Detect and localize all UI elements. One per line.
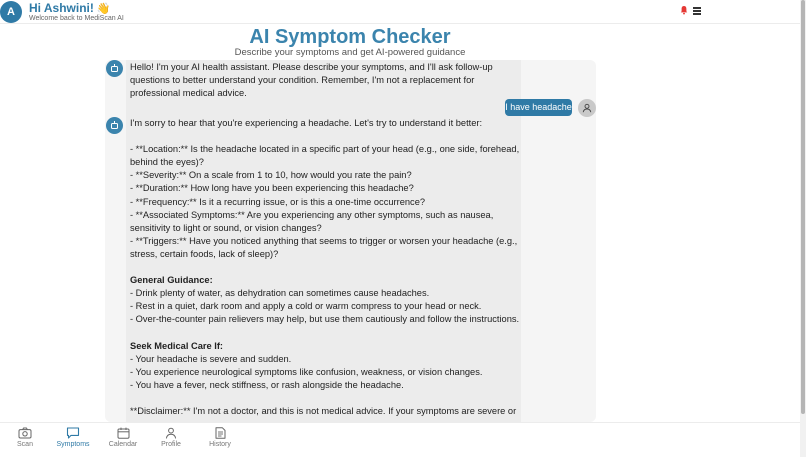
assistant-message — [130, 117, 525, 418]
page-subtitle: Describe your symptoms and get AI-powered guidance — [234, 47, 466, 58]
message-line: stress, certain foods, lack of sleep)? — [130, 248, 279, 259]
message-line: sensitivity to light or sound, or vision changes? — [130, 222, 322, 233]
menu-icon[interactable] — [693, 7, 701, 14]
message-line: - Your headache is severe and sudden. — [130, 353, 292, 364]
message-line: - You experience neurological symptoms like confusion, weakness, or vision changes. — [130, 366, 483, 377]
scrollbar-thumb[interactable] — [801, 0, 805, 414]
calendar-icon — [117, 427, 130, 439]
assistant-robot-icon — [106, 60, 123, 77]
message-line: - **Triggers:** Have you noticed anything that seems to trigger or worsen your headache (e.g., — [130, 235, 518, 246]
welcome-subtitle: Welcome back to MediScan AI — [29, 15, 124, 22]
user-message-bubble: I have headache — [505, 99, 572, 116]
message-line: - You have a fever, neck stiffness, or rash alongside the headache. — [130, 379, 404, 390]
document-icon — [215, 427, 226, 439]
page-title: AI Symptom Checker — [249, 26, 451, 48]
message-intro: I'm sorry to hear that you're experiencing a headache. Let's try to understand it better: — [130, 118, 483, 128]
message-line: - Over-the-counter pain relievers may help, but use them cautiously and follow the instructions. — [130, 314, 520, 325]
message-line: Hello! I'm your AI health assistant. Please describe your symptoms, and I'll ask follow-up — [130, 62, 493, 72]
user-avatar[interactable]: A — [0, 1, 22, 23]
nav-item-calendar[interactable] — [101, 427, 145, 455]
profile-icon — [165, 427, 177, 439]
top-header — [0, 0, 800, 24]
assistant-message — [130, 61, 525, 100]
message-line: - Drink plenty of water, as dehydration can sometimes cause headaches. — [130, 288, 430, 299]
message-line: - **Severity:** On a scale from 1 to 10, how would you rate the pain? — [130, 170, 412, 181]
camera-icon — [18, 427, 32, 439]
message-line: - **Associated Symptoms:** Are you experiencing any other symptoms, such as nausea, — [130, 209, 494, 220]
nav-item-history[interactable] — [198, 427, 242, 455]
nav-label: Profile — [161, 441, 181, 448]
chat-icon — [66, 427, 80, 439]
guidance-heading: General Guidance: — [130, 275, 213, 286]
nav-item-profile[interactable] — [149, 427, 193, 455]
nav-item-scan[interactable] — [3, 427, 47, 455]
nav-label: Scan — [17, 441, 33, 448]
message-line: - **Frequency:** Is it a recurring issue, or is this a one-time occurrence? — [130, 196, 426, 207]
user-person-icon — [578, 99, 596, 117]
message-line: - **Duration:** How long have you been experiencing this headache? — [130, 183, 414, 194]
notification-bell-icon[interactable] — [680, 5, 688, 15]
nav-label: History — [209, 441, 231, 448]
nav-item-symptoms[interactable] — [51, 427, 95, 455]
assistant-robot-icon — [106, 117, 123, 134]
care-heading: Seek Medical Care If: — [130, 340, 224, 351]
disclaimer-line: **Disclaimer:** I'm not a doctor, and this is not medical advice. If your symptoms are severe or — [130, 406, 517, 417]
message-line: behind the eyes)? — [130, 157, 204, 168]
message-line: - **Location:** Is the headache located in a specific part of your head (e.g., one side, forehead, — [130, 144, 520, 155]
nav-label: Symptoms — [56, 441, 90, 448]
wave-emoji: 👋 — [96, 3, 111, 15]
message-line: professional medical advice. — [130, 88, 247, 99]
greeting-text: Hi Ashwini! 👋 — [29, 1, 111, 15]
nav-label: Calendar — [108, 441, 138, 448]
message-line: questions to better understand your condition. Remember, I'm not a replacement for — [130, 75, 475, 86]
page-scrollbar[interactable] — [800, 0, 806, 457]
message-line: - Rest in a quiet, dark room and apply a cold or warm compress to your head or neck. — [130, 301, 482, 312]
bottom-navigation — [0, 422, 800, 457]
